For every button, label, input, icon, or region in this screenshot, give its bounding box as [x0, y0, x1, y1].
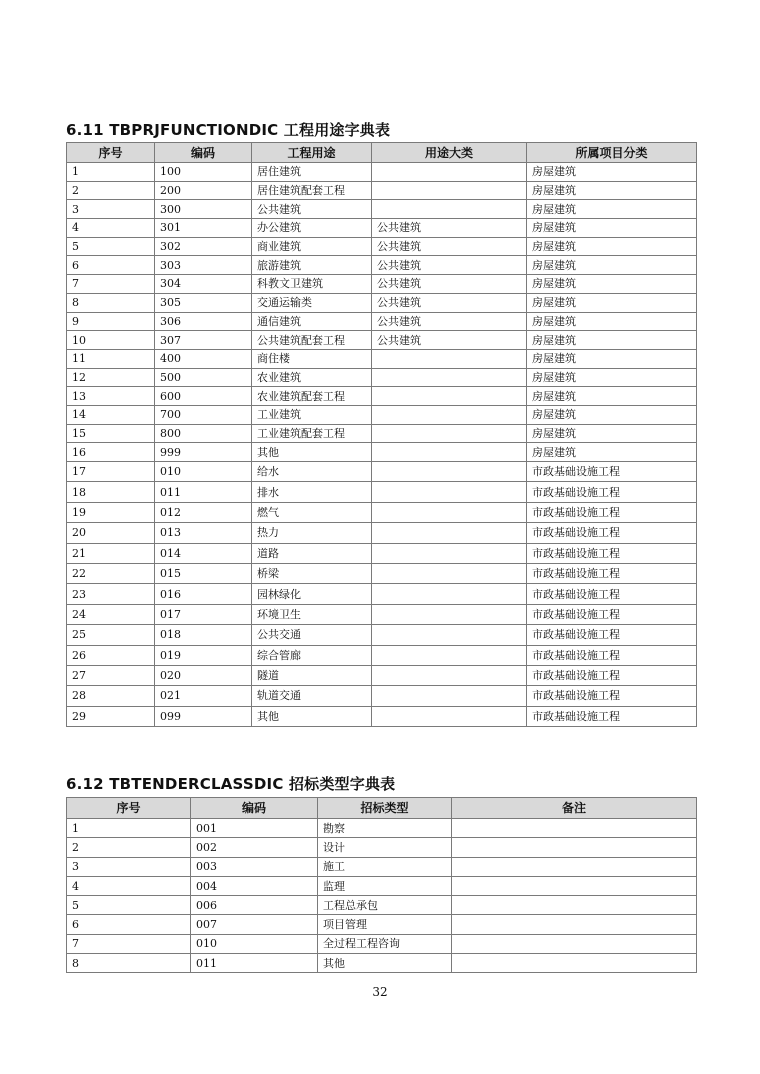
table-cell: 市政基础设施工程	[527, 665, 697, 685]
table-row	[67, 462, 697, 482]
table-cell: 013	[155, 523, 252, 543]
table-cell: 项目管理	[318, 915, 452, 934]
table-cell: 其他	[252, 443, 372, 462]
table-row	[67, 915, 697, 934]
table-cell: 房屋建筑	[527, 256, 697, 275]
table-cell: 工业建筑	[252, 405, 372, 424]
table-cell: 市政基础设施工程	[527, 462, 697, 482]
table-cell: 18	[67, 482, 155, 502]
table-row	[67, 256, 697, 275]
table-cell: 通信建筑	[252, 312, 372, 331]
table-row	[67, 686, 697, 706]
column-header: 编码	[155, 143, 252, 163]
table-cell: 房屋建筑	[527, 237, 697, 256]
table-cell: 020	[155, 665, 252, 685]
table-row	[67, 604, 697, 624]
table-row	[67, 368, 697, 387]
table-cell	[372, 645, 527, 665]
table-cell: 市政基础设施工程	[527, 482, 697, 502]
table-cell: 25	[67, 625, 155, 645]
table-cell: 市政基础设施工程	[527, 502, 697, 522]
table-cell: 商业建筑	[252, 237, 372, 256]
column-header: 招标类型	[318, 798, 452, 819]
table-cell	[372, 625, 527, 645]
table-cell: 全过程工程咨询	[318, 934, 452, 953]
table-cell: 房屋建筑	[527, 443, 697, 462]
table-cell	[452, 915, 697, 934]
table-cell: 房屋建筑	[527, 331, 697, 350]
table-cell: 3	[67, 200, 155, 219]
table-row	[67, 443, 697, 462]
table-row	[67, 275, 697, 294]
table-cell: 099	[155, 706, 252, 726]
table-row	[67, 584, 697, 604]
table-cell: 公共交通	[252, 625, 372, 645]
table-cell: 公共建筑	[372, 237, 527, 256]
table-cell: 市政基础设施工程	[527, 625, 697, 645]
column-header: 编码	[191, 798, 318, 819]
table-cell	[452, 934, 697, 953]
table-cell: 房屋建筑	[527, 387, 697, 406]
table-row	[67, 181, 697, 200]
table-cell: 2	[67, 838, 191, 857]
table-cell: 20	[67, 523, 155, 543]
table-cell: 科教文卫建筑	[252, 275, 372, 294]
table-cell: 工程总承包	[318, 896, 452, 915]
table-cell: 设计	[318, 838, 452, 857]
table-cell: 其他	[252, 706, 372, 726]
table-cell: 市政基础设施工程	[527, 523, 697, 543]
table-cell: 011	[155, 482, 252, 502]
table-header-row	[67, 143, 697, 163]
table-row	[67, 954, 697, 973]
table-cell	[372, 163, 527, 182]
table-cell: 排水	[252, 482, 372, 502]
table-cell: 市政基础设施工程	[527, 604, 697, 624]
table-cell	[372, 181, 527, 200]
table-cell: 公共建筑	[372, 312, 527, 331]
table-cell: 居住建筑	[252, 163, 372, 182]
table-row	[67, 645, 697, 665]
column-header: 备注	[452, 798, 697, 819]
table-cell: 700	[155, 405, 252, 424]
table-row	[67, 200, 697, 219]
table-cell: 010	[155, 462, 252, 482]
table-row	[67, 163, 697, 182]
table-cell	[372, 665, 527, 685]
table-row	[67, 563, 697, 583]
table-cell: 居住建筑配套工程	[252, 181, 372, 200]
table-cell: 房屋建筑	[527, 424, 697, 443]
table-cell: 5	[67, 896, 191, 915]
table-cell: 房屋建筑	[527, 405, 697, 424]
table-cell: 014	[155, 543, 252, 563]
table-cell: 24	[67, 604, 155, 624]
table-cell	[372, 443, 527, 462]
table-cell	[372, 543, 527, 563]
table-row	[67, 502, 697, 522]
table-cell: 28	[67, 686, 155, 706]
table-cell: 29	[67, 706, 155, 726]
table-cell	[452, 876, 697, 895]
table-cell: 800	[155, 424, 252, 443]
table-cell: 22	[67, 563, 155, 583]
table-cell: 公共建筑	[252, 200, 372, 219]
table-row	[67, 219, 697, 238]
table-cell: 27	[67, 665, 155, 685]
table-cell: 8	[67, 293, 155, 312]
table-row	[67, 424, 697, 443]
table-row	[67, 312, 697, 331]
table-cell: 999	[155, 443, 252, 462]
table-cell	[372, 200, 527, 219]
table-cell: 房屋建筑	[527, 181, 697, 200]
table-row	[67, 237, 697, 256]
table-cell	[452, 819, 697, 838]
table-cell: 302	[155, 237, 252, 256]
table-cell: 15	[67, 424, 155, 443]
table-row	[67, 819, 697, 838]
table-cell: 12	[67, 368, 155, 387]
table-cell: 园林绿化	[252, 584, 372, 604]
table-cell: 市政基础设施工程	[527, 584, 697, 604]
table-row	[67, 349, 697, 368]
column-header: 序号	[67, 798, 191, 819]
table-cell: 2	[67, 181, 155, 200]
table-cell: 隧道	[252, 665, 372, 685]
table-row	[67, 934, 697, 953]
table-row	[67, 405, 697, 424]
table-cell: 房屋建筑	[527, 368, 697, 387]
table-cell: 市政基础设施工程	[527, 563, 697, 583]
table-cell	[372, 387, 527, 406]
table-cell: 公共建筑	[372, 219, 527, 238]
table-cell: 305	[155, 293, 252, 312]
table-cell: 农业建筑	[252, 368, 372, 387]
table-cell	[372, 563, 527, 583]
table-cell	[372, 405, 527, 424]
table-cell: 4	[67, 876, 191, 895]
table-cell	[452, 896, 697, 915]
table-cell: 012	[155, 502, 252, 522]
table-cell: 燃气	[252, 502, 372, 522]
table-cell: 交通运输类	[252, 293, 372, 312]
table-cell: 办公建筑	[252, 219, 372, 238]
table-cell: 306	[155, 312, 252, 331]
table-cell: 市政基础设施工程	[527, 543, 697, 563]
table-cell: 给水	[252, 462, 372, 482]
table-row	[67, 543, 697, 563]
table-cell: 环境卫生	[252, 604, 372, 624]
table-cell: 11	[67, 349, 155, 368]
table-cell	[372, 462, 527, 482]
table-cell	[372, 482, 527, 502]
table-cell: 公共建筑	[372, 256, 527, 275]
table-cell: 007	[191, 915, 318, 934]
table-cell: 006	[191, 896, 318, 915]
table-cell: 工业建筑配套工程	[252, 424, 372, 443]
table-row	[67, 625, 697, 645]
table-cell: 017	[155, 604, 252, 624]
table-cell: 1	[67, 163, 155, 182]
table-cell: 200	[155, 181, 252, 200]
table-cell: 303	[155, 256, 252, 275]
table-cell: 003	[191, 857, 318, 876]
table-cell	[452, 954, 697, 973]
project-function-dict-table	[66, 142, 697, 727]
table-cell: 公共建筑	[372, 293, 527, 312]
table-cell	[372, 502, 527, 522]
table-cell: 14	[67, 405, 155, 424]
table-cell: 400	[155, 349, 252, 368]
table-cell: 公共建筑	[372, 331, 527, 350]
table-cell: 23	[67, 584, 155, 604]
table-row	[67, 387, 697, 406]
table-cell: 市政基础设施工程	[527, 706, 697, 726]
table-cell: 6	[67, 256, 155, 275]
table-cell: 307	[155, 331, 252, 350]
table-cell	[372, 584, 527, 604]
table-cell: 桥梁	[252, 563, 372, 583]
table-cell: 10	[67, 331, 155, 350]
table-cell	[372, 368, 527, 387]
table-cell: 004	[191, 876, 318, 895]
table-cell: 018	[155, 625, 252, 645]
table-cell	[372, 604, 527, 624]
table-cell: 房屋建筑	[527, 219, 697, 238]
table-cell: 19	[67, 502, 155, 522]
table-cell: 5	[67, 237, 155, 256]
table-cell: 301	[155, 219, 252, 238]
table-cell: 3	[67, 857, 191, 876]
table-cell: 9	[67, 312, 155, 331]
table-cell: 监理	[318, 876, 452, 895]
table-cell	[372, 686, 527, 706]
table-cell: 施工	[318, 857, 452, 876]
column-header: 工程用途	[252, 143, 372, 163]
table-cell: 房屋建筑	[527, 293, 697, 312]
table-row	[67, 857, 697, 876]
table-cell: 房屋建筑	[527, 312, 697, 331]
section-title-project-function-dict: 6.11 TBPRJFUNCTIONDIC 工程用途字典表	[66, 121, 391, 139]
table-cell: 综合管廊	[252, 645, 372, 665]
table-cell: 015	[155, 563, 252, 583]
table-cell: 商住楼	[252, 349, 372, 368]
table-cell: 16	[67, 443, 155, 462]
table-cell: 100	[155, 163, 252, 182]
table-cell	[372, 349, 527, 368]
table-row	[67, 523, 697, 543]
table-cell: 304	[155, 275, 252, 294]
table-row	[67, 665, 697, 685]
table-header-row	[67, 798, 697, 819]
column-header: 所属项目分类	[527, 143, 697, 163]
column-header: 序号	[67, 143, 155, 163]
table-cell: 勘察	[318, 819, 452, 838]
tender-class-dict-table	[66, 797, 697, 973]
table-cell: 21	[67, 543, 155, 563]
table-cell: 13	[67, 387, 155, 406]
table-cell	[372, 523, 527, 543]
section-title-tender-class-dict: 6.12 TBTENDERCLASSDIC 招标类型字典表	[66, 775, 396, 793]
table-row	[67, 706, 697, 726]
table-cell: 公共建筑	[372, 275, 527, 294]
table-cell: 7	[67, 275, 155, 294]
table-cell: 公共建筑配套工程	[252, 331, 372, 350]
table-row	[67, 331, 697, 350]
table-cell: 旅游建筑	[252, 256, 372, 275]
table-cell: 轨道交通	[252, 686, 372, 706]
table-cell: 500	[155, 368, 252, 387]
table-cell: 600	[155, 387, 252, 406]
table-cell: 011	[191, 954, 318, 973]
table-cell	[372, 706, 527, 726]
column-header: 用途大类	[372, 143, 527, 163]
table-cell: 26	[67, 645, 155, 665]
table-cell: 17	[67, 462, 155, 482]
table-cell: 房屋建筑	[527, 275, 697, 294]
table-cell: 7	[67, 934, 191, 953]
table-row	[67, 896, 697, 915]
table-cell: 1	[67, 819, 191, 838]
table-cell: 001	[191, 819, 318, 838]
table-cell: 019	[155, 645, 252, 665]
table-cell: 6	[67, 915, 191, 934]
table-cell: 8	[67, 954, 191, 973]
table-cell: 002	[191, 838, 318, 857]
table-cell	[452, 857, 697, 876]
table-cell: 016	[155, 584, 252, 604]
table-cell	[372, 424, 527, 443]
table-cell: 房屋建筑	[527, 349, 697, 368]
table-cell: 房屋建筑	[527, 163, 697, 182]
table-cell: 4	[67, 219, 155, 238]
table-cell: 010	[191, 934, 318, 953]
table-row	[67, 876, 697, 895]
page-number: 32	[372, 985, 388, 999]
table-cell: 市政基础设施工程	[527, 686, 697, 706]
table-cell: 道路	[252, 543, 372, 563]
table-cell: 房屋建筑	[527, 200, 697, 219]
table-row	[67, 482, 697, 502]
table-cell: 300	[155, 200, 252, 219]
table-cell: 其他	[318, 954, 452, 973]
table-row	[67, 838, 697, 857]
table-cell: 市政基础设施工程	[527, 645, 697, 665]
table-cell: 021	[155, 686, 252, 706]
table-cell	[452, 838, 697, 857]
table-cell: 农业建筑配套工程	[252, 387, 372, 406]
table-cell: 热力	[252, 523, 372, 543]
table-row	[67, 293, 697, 312]
